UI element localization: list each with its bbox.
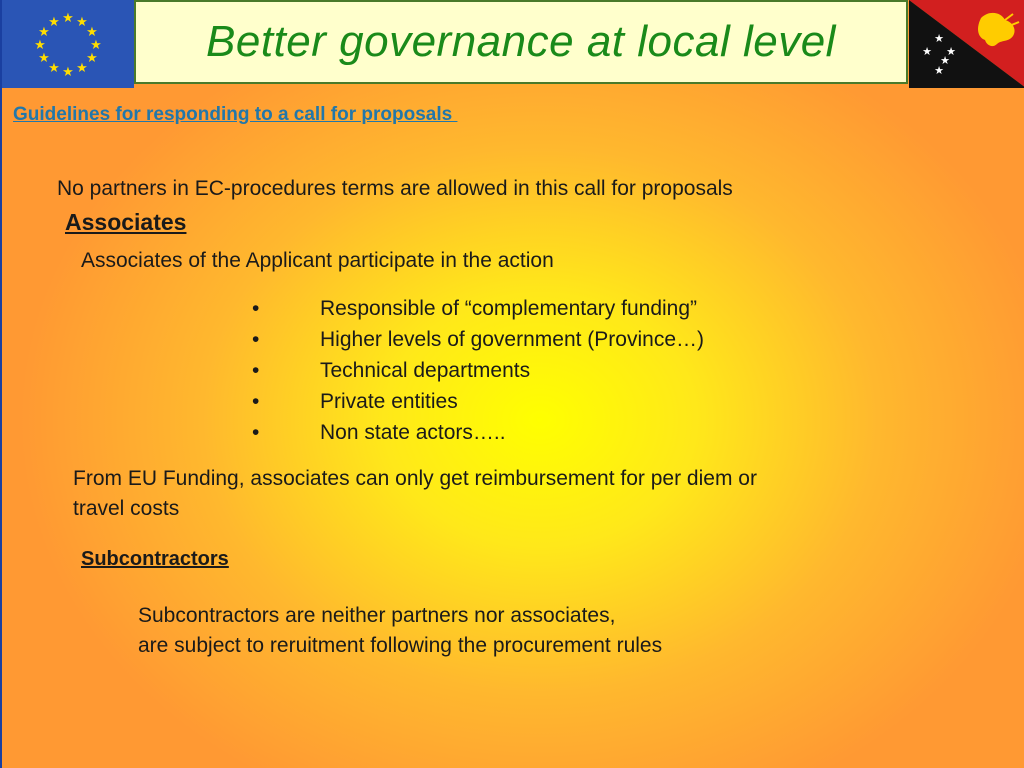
bullet-icon: • [252,359,260,382]
svg-text:★: ★ [86,51,98,66]
subcontractors-heading: Subcontractors [81,548,229,570]
eu-flag-icon [2,0,134,88]
guidelines-link[interactable]: Guidelines for responding to a call for proposals [13,104,458,125]
funding-text-line2: travel costs [73,497,180,520]
bullet-icon: • [252,297,260,320]
svg-text:★: ★ [62,11,74,26]
svg-text:★: ★ [62,65,74,80]
svg-text:★: ★ [38,25,50,40]
svg-text:★: ★ [86,25,98,40]
list-item-text: Non state actors….. [320,421,506,444]
svg-text:★: ★ [76,61,88,76]
intro-text: No partners in EC-procedures terms are allowed in this call for proposals [57,177,733,200]
associates-description: Associates of the Applicant participate in the action [81,249,554,272]
subcontractors-text-line2: are subject to reruitment following the procurement rules [138,634,663,657]
svg-text:★: ★ [940,54,950,67]
svg-text:★: ★ [934,32,944,45]
bullet-icon: • [252,328,260,351]
svg-text:★: ★ [48,61,60,76]
svg-text:★: ★ [48,15,60,30]
header [2,0,1024,88]
list-item-text: Technical departments [320,359,531,382]
subcontractors-text-line1: Subcontractors are neither partners nor associates, [138,604,616,627]
list-item-text: Responsible of “complementary funding” [320,297,698,320]
svg-text:★: ★ [38,51,50,66]
list-item-text: Private entities [320,390,458,413]
list-item-text: Higher levels of government (Province…) [320,328,704,351]
svg-text:★: ★ [934,64,944,77]
associates-heading: Associates [65,209,187,235]
svg-text:★: ★ [34,38,46,53]
papua-new-guinea-flag-icon [909,0,1024,88]
svg-text:★: ★ [946,45,956,58]
title-box [134,0,908,84]
svg-text:★: ★ [922,45,932,58]
svg-text:★: ★ [90,38,102,53]
bullet-icon: • [252,390,260,413]
bullet-icon: • [252,421,260,444]
funding-text-line1: From EU Funding, associates can only get reimbursement for per diem or [73,467,757,490]
page-title: Better governance at local level [206,17,836,66]
svg-text:★: ★ [76,15,88,30]
